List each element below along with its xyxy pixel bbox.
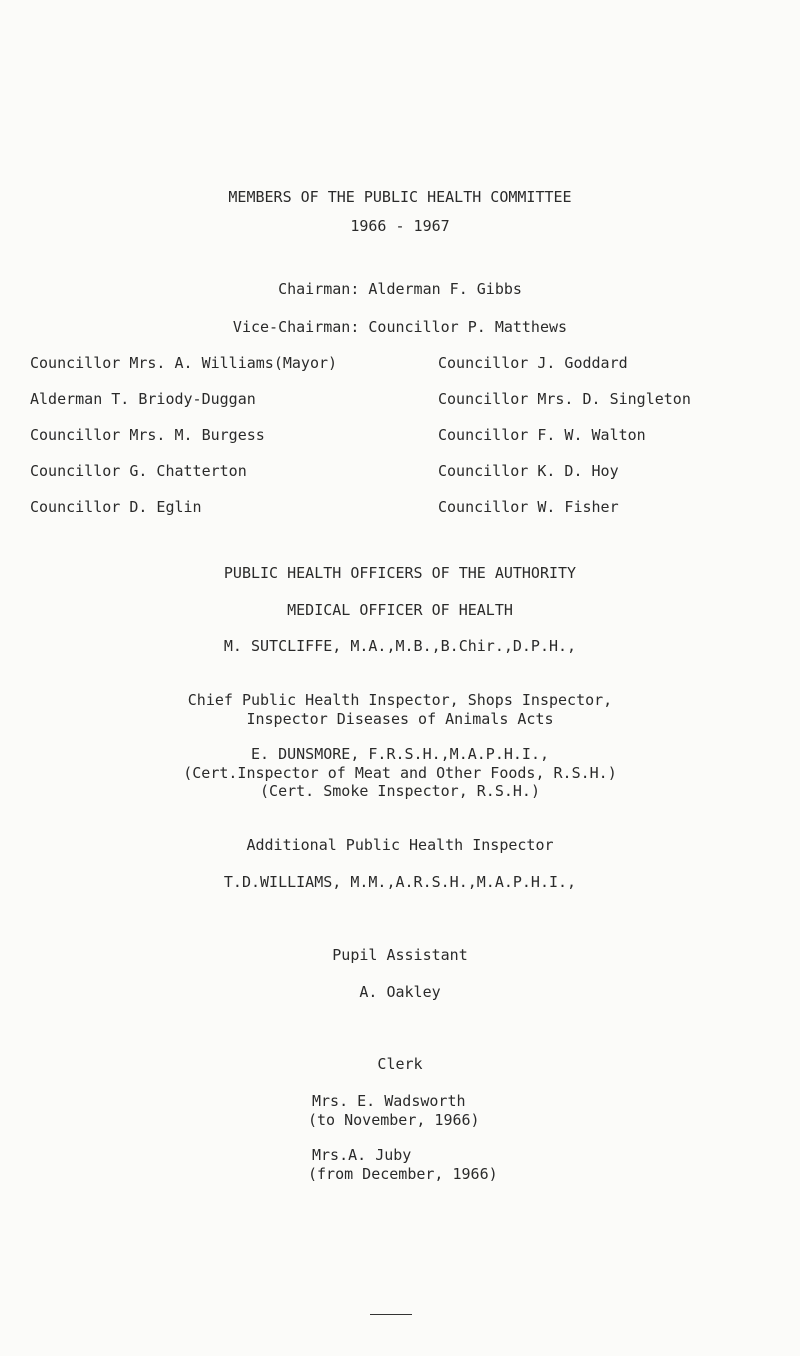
officers-heading: PUBLIC HEALTH OFFICERS OF THE AUTHORITY: [223, 564, 577, 582]
pupil-name: A. Oakley: [359, 983, 441, 1001]
vice-chairman-line: Vice-Chairman: Councillor P. Matthews: [232, 318, 568, 336]
cphi-cert-line-1: (Cert.Inspector of Meat and Other Foods, R.S.H.): [183, 764, 617, 782]
aphi-name: T.D.WILLIAMS, M.M.,A.R.S.H.,M.A.P.H.I.,: [223, 873, 577, 891]
clerk-title: Clerk: [377, 1055, 423, 1073]
chairman-line: Chairman: Alderman F. Gibbs: [278, 280, 522, 298]
member-right-3: Councillor F. W. Walton: [438, 426, 646, 444]
aphi-title: Additional Public Health Inspector: [246, 836, 554, 854]
moh-name: M. SUTCLIFFE, M.A.,M.B.,B.Chir.,D.P.H.,: [223, 637, 577, 655]
member-left-2: Alderman T. Briody-Duggan: [30, 390, 256, 408]
pupil-title: Pupil Assistant: [332, 946, 468, 964]
member-left-5: Councillor D. Eglin: [30, 498, 202, 516]
member-left-1: Councillor Mrs. A. Williams(Mayor): [30, 354, 338, 372]
cphi-title-line-2: Inspector Diseases of Animals Acts: [246, 710, 554, 728]
cphi-name: E. DUNSMORE, F.R.S.H.,M.A.P.H.I.,: [250, 745, 549, 763]
member-right-1: Councillor J. Goddard: [438, 354, 628, 372]
document-years: 1966 - 1967: [350, 217, 450, 235]
clerk-2-name: Mrs.A. Juby: [312, 1146, 412, 1164]
member-left-3: Councillor Mrs. M. Burgess: [30, 426, 265, 444]
moh-title: MEDICAL OFFICER OF HEALTH: [287, 601, 513, 619]
member-right-5: Councillor W. Fisher: [438, 498, 619, 516]
cphi-title-line-1: Chief Public Health Inspector, Shops Inspector,: [187, 691, 613, 709]
member-left-4: Councillor G. Chatterton: [30, 462, 247, 480]
clerk-1-note: (to November, 1966): [308, 1111, 480, 1129]
cphi-cert-line-2: (Cert. Smoke Inspector, R.S.H.): [260, 782, 540, 800]
clerk-1-name: Mrs. E. Wadsworth: [312, 1092, 466, 1110]
member-right-2: Councillor Mrs. D. Singleton: [438, 390, 691, 408]
clerk-2-note: (from December, 1966): [308, 1165, 498, 1183]
document-title: MEMBERS OF THE PUBLIC HEALTH COMMITTEE: [228, 188, 572, 206]
end-divider: [370, 1314, 412, 1315]
member-right-4: Councillor K. D. Hoy: [438, 462, 619, 480]
